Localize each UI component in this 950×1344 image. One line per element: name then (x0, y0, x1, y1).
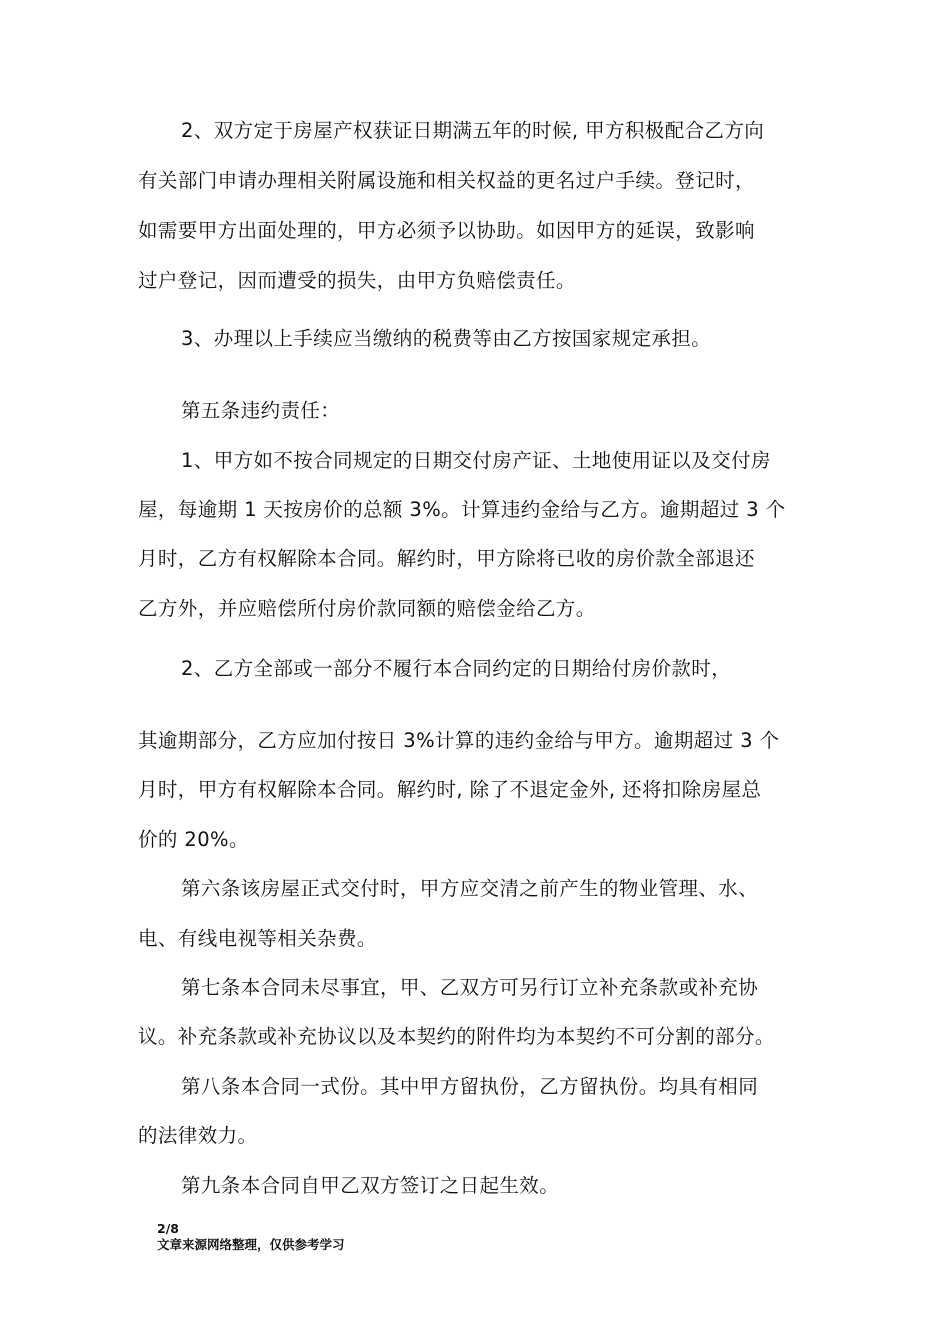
text-line: 2、乙方全部或一部分不履行本合同约定的日期给付房价款时， (181, 657, 732, 680)
section-heading: 第五条违约责任： (181, 399, 341, 422)
page-number: 2/8 (157, 1221, 179, 1236)
text-line: 3、办理以上手续应当缴纳的税费等由乙方按国家规定承担。 (181, 327, 712, 350)
source-note: 文章来源网络整理，仅供参考学习 (157, 1237, 345, 1252)
text-line: 第九条本合同自甲乙双方签订之日起生效。 (181, 1174, 560, 1197)
text-line: 其逾期部分，乙方应加付按日 3%计算的违约金给与甲方。逾期超过 3 个 (138, 729, 780, 752)
text-line: 2、双方定于房屋产权获证日期满五年的时候, 甲方积极配合乙方向 (181, 119, 765, 142)
text-line: 有关部门申请办理相关附属设施和相关权益的更名过户手续。登记时， (138, 169, 755, 192)
text-line: 第八条本合同一式份。其中甲方留执份，乙方留执份。均具有相同 (181, 1075, 759, 1098)
text-line: 如需要甲方出面处理的，甲方必须予以协助。如因甲方的延误，致影响 (138, 219, 755, 242)
text-line: 屋，每逾期 1 天按房价的总额 3%。计算违约金给与乙方。逾期超过 3 个 (138, 498, 786, 521)
text-line: 乙方外，并应赔偿所付房价款同额的赔偿金给乙方。 (138, 597, 596, 620)
text-line: 电、有线电视等相关杂费。 (138, 927, 377, 950)
text-line: 第七条本合同未尽事宜，甲、乙双方可另行订立补充条款或补充协 (181, 976, 759, 999)
text-line: 月时，甲方有权解除本合同。解约时, 除了不退定金外, 还将扣除房屋总 (138, 778, 762, 801)
text-line: 议。补充条款或补充协议以及本契约的附件均为本契约不可分割的部分。 (138, 1025, 775, 1048)
text-line: 1、甲方如不按合同规定的日期交付房产证、土地使用证以及交付房 (181, 449, 771, 472)
text-line: 过户登记，因而遭受的损失，由甲方负赔偿责任。 (138, 269, 576, 292)
text-line: 价的 20%。 (138, 828, 249, 851)
text-line: 月时，乙方有权解除本合同。解约时，甲方除将已收的房价款全部退还 (138, 547, 755, 570)
text-line: 的法律效力。 (138, 1124, 258, 1147)
text-line: 第六条该房屋正式交付时，甲方应交清之前产生的物业管理、水、 (181, 877, 759, 900)
